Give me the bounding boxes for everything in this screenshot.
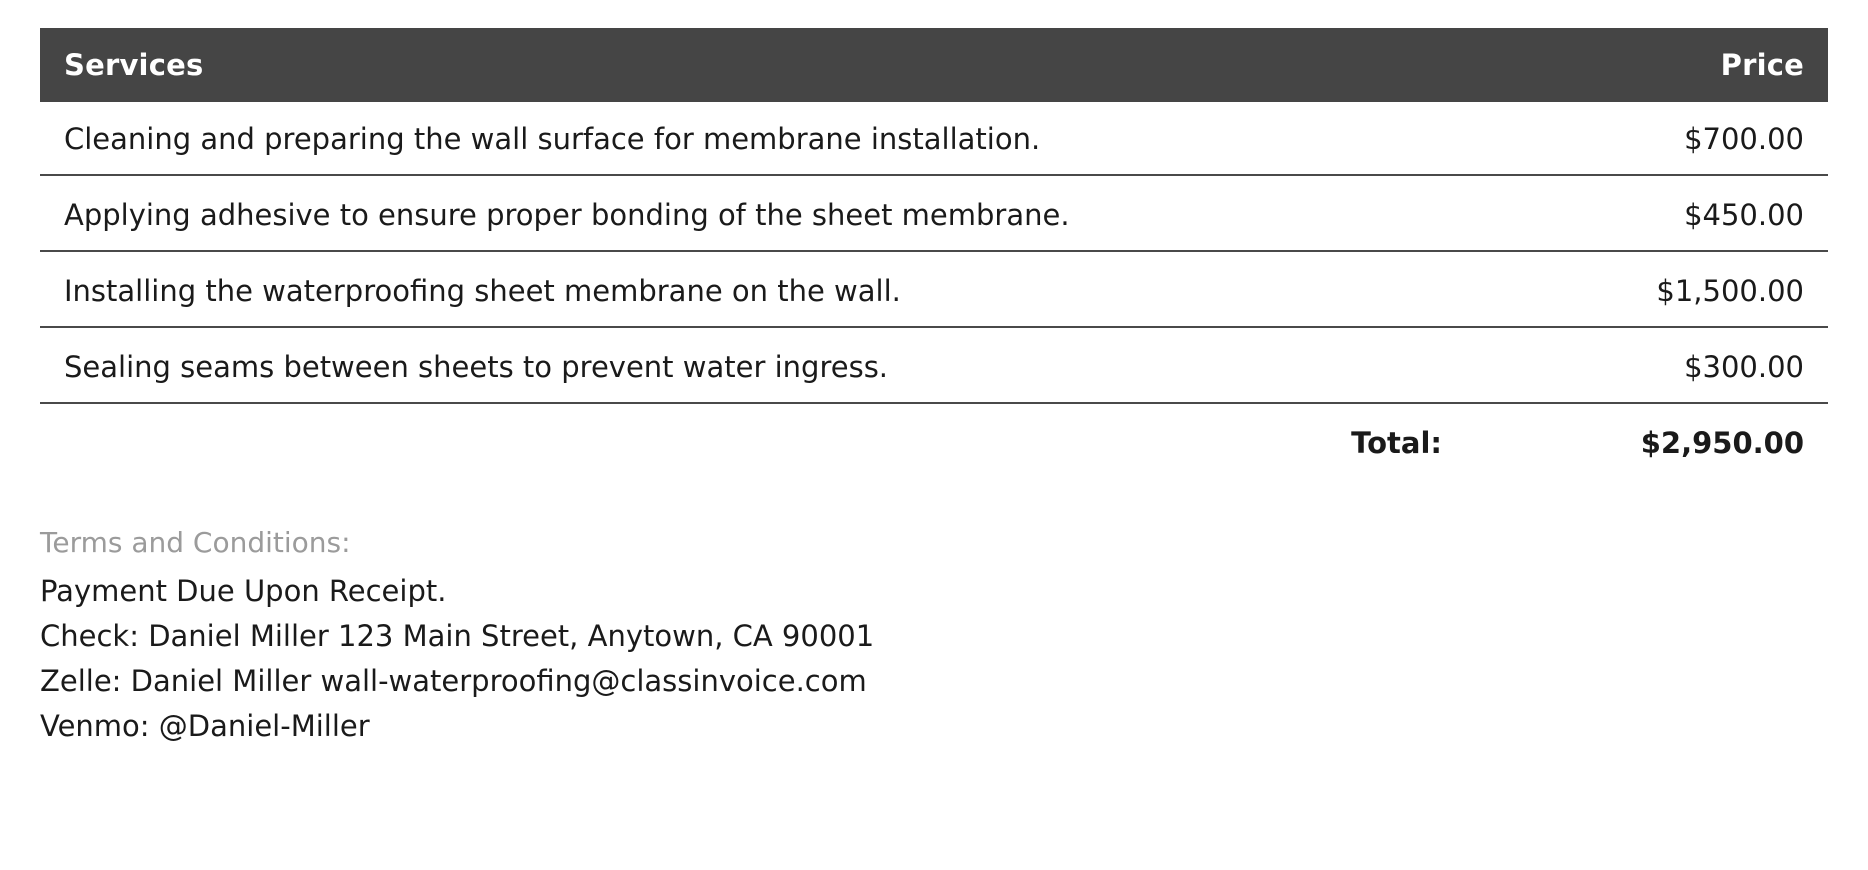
service-price: $1,500.00 — [1460, 251, 1828, 327]
service-description: Applying adhesive to ensure proper bonding of the sheet membrane. — [40, 175, 1460, 251]
table-row — [40, 175, 1828, 251]
terms-line-payment: Payment Due Upon Receipt. — [40, 574, 447, 608]
service-price: $450.00 — [1460, 175, 1828, 251]
total-row — [40, 403, 1828, 478]
table-row — [40, 102, 1828, 175]
service-description: Cleaning and preparing the wall surface for membrane installation. — [40, 102, 1460, 175]
terms-line-zelle: Zelle: Daniel Miller wall-waterproofing@classinvoice.com — [40, 663, 867, 698]
service-description: Sealing seams between sheets to prevent water ingress. — [40, 327, 1460, 403]
terms-line-check: Check: Daniel Miller 123 Main Street, Anytown, CA 90001 — [40, 618, 875, 653]
column-header-services: Services — [40, 28, 1460, 102]
total-value: $2,950.00 — [1640, 426, 1804, 460]
column-header-price: Price — [1460, 28, 1828, 102]
services-table-body — [40, 102, 1828, 478]
services-table — [40, 28, 1828, 478]
services-table-head — [40, 28, 1828, 102]
terms-title: Terms and Conditions: — [40, 526, 351, 559]
service-description: Installing the waterproofing sheet membrane on the wall. — [40, 251, 1460, 327]
table-header-row — [40, 28, 1828, 102]
table-row — [40, 327, 1828, 403]
terms-line-venmo: Venmo: @Daniel-Miller — [40, 708, 370, 743]
terms-and-conditions-section — [40, 526, 1828, 749]
table-row — [40, 251, 1828, 327]
service-price: $300.00 — [1460, 327, 1828, 403]
total-label: Total: — [1351, 426, 1442, 460]
service-price: $700.00 — [1460, 102, 1828, 175]
